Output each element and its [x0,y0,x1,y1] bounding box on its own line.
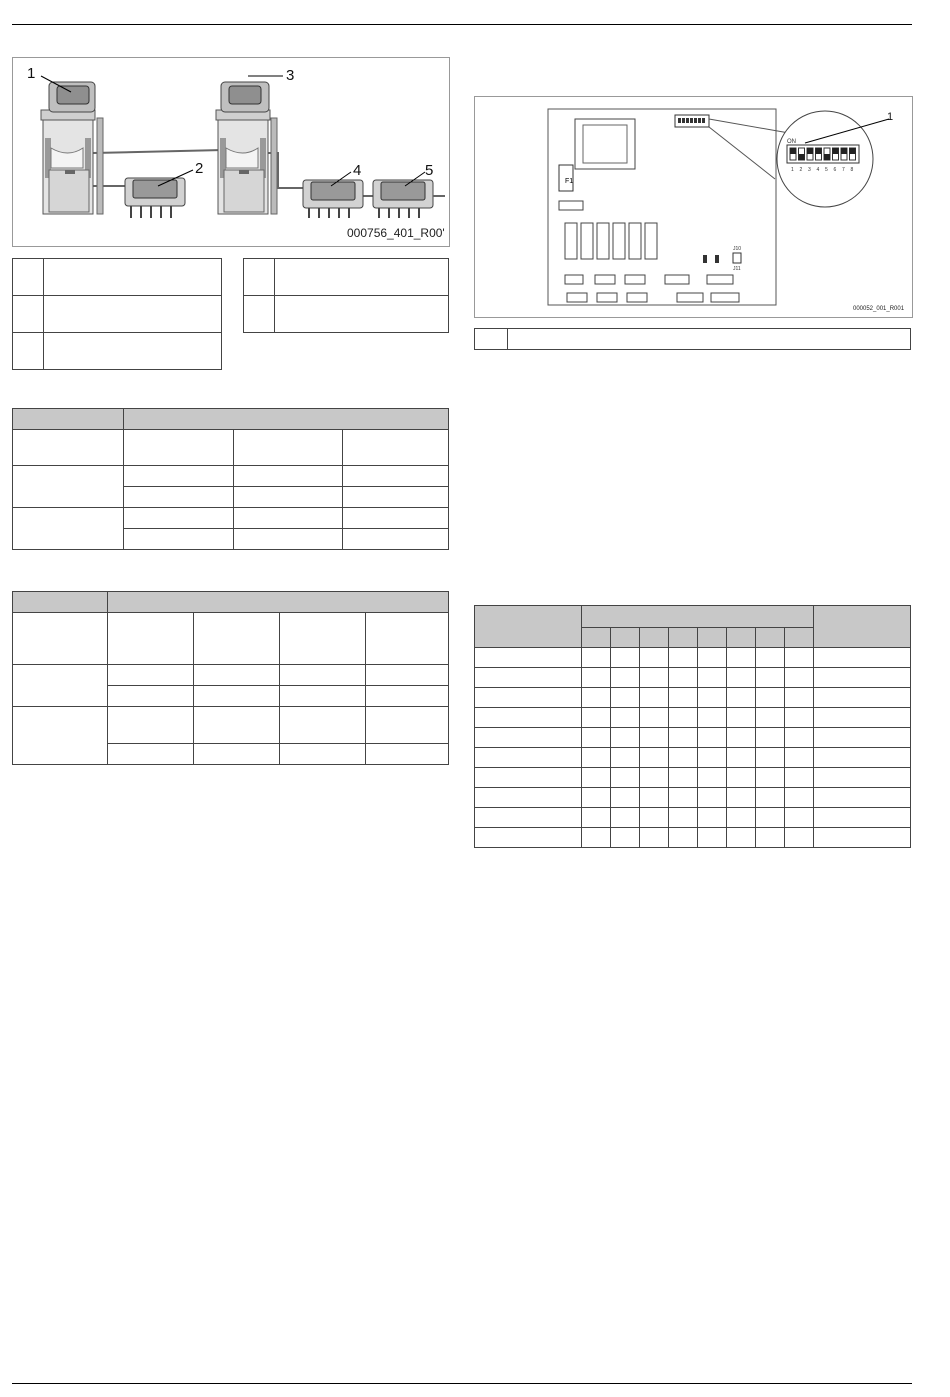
table-cell [669,668,698,688]
dip-switch-knob-1 [790,148,796,154]
table-cell [727,828,756,848]
jumper-j10-label: J10 [733,246,742,252]
table-cell [475,728,582,748]
table-cell [814,688,911,708]
controller-unit-1 [41,82,103,214]
table-cell [640,788,669,808]
table-cell [814,708,911,728]
table-cell [814,788,911,808]
table-cell [814,668,911,688]
table-cell [475,748,582,768]
table-row [475,808,911,828]
table-cell [669,808,698,828]
table-cell [698,668,727,688]
expansion-module-4 [303,180,363,218]
table-cell [814,648,911,668]
callout-5: 5 [425,162,434,179]
table-cell [640,828,669,848]
table-cell [785,768,814,788]
data-table-b [12,591,449,765]
dip-switch-knob-6 [833,148,839,154]
dip-number-3: 3 [808,167,811,173]
table-cell [727,788,756,808]
dip-switch-knob-3 [807,148,813,154]
controller-unit-3 [216,82,277,214]
module-connection-illustration [13,58,449,246]
module-connection-figure [12,57,450,247]
table-cell [756,708,785,728]
table-cell [814,808,911,828]
table-cell [611,668,640,688]
table-row [475,828,911,848]
table-row [475,728,911,748]
table-cell [785,728,814,748]
table-cell [582,808,611,828]
table-cell [756,648,785,668]
table-row [13,466,449,487]
table-cell [475,828,582,848]
callout-3: 3 [286,67,295,84]
table-cell [756,788,785,808]
jumper-j11-label: J11 [733,266,741,272]
table-cell [669,768,698,788]
table-cell [640,728,669,748]
table-cell [669,648,698,668]
table-cell [640,748,669,768]
dip-switch-knob-8 [850,148,856,154]
dip-switch-knob-7 [841,148,847,154]
table-cell [698,748,727,768]
table-row [13,613,449,665]
table-row [475,708,911,728]
table-cell [727,688,756,708]
table-cell [582,748,611,768]
dip-on-label: ON [787,139,796,145]
table-row [13,707,449,744]
table-cell [727,668,756,688]
dip-switch-knob-4 [816,148,822,154]
table-cell [611,728,640,748]
dip-number-7: 7 [842,167,845,173]
table-row [475,788,911,808]
table-cell [756,728,785,748]
top-rule [12,24,912,25]
callout-1: 1 [27,65,36,82]
data-table-a [12,408,449,550]
table-cell [785,708,814,728]
table-header-row [13,409,449,430]
table-cell [582,728,611,748]
legend-table-left-a [12,258,222,370]
table-row [13,665,449,686]
legend-table-right [474,328,911,350]
table-cell [611,828,640,848]
figure-id: 000756_401_R00' [347,226,445,240]
table-cell [727,768,756,788]
table-row [13,430,449,466]
table-cell [785,788,814,808]
fuse-label: F1 [565,178,574,185]
table-cell [475,648,582,668]
table-cell [611,648,640,668]
table-row [475,768,911,788]
table-cell [756,808,785,828]
legend-row [13,259,222,296]
table-cell [814,768,911,788]
table-cell [727,748,756,768]
table-cell [669,788,698,808]
table-cell [785,748,814,768]
table-cell [698,768,727,788]
table-cell [582,768,611,788]
table-cell [698,788,727,808]
table-cell [475,788,582,808]
table-cell [669,748,698,768]
circuit-board-illustration [475,97,912,317]
table-cell [611,688,640,708]
table-cell [640,668,669,688]
circuit-board-figure [474,96,913,318]
table-cell [698,828,727,848]
table-cell [669,828,698,848]
table-cell [698,728,727,748]
dip-switch-knob-5 [824,154,830,160]
table-cell [640,768,669,788]
table-cell [698,808,727,828]
callout-4: 4 [353,162,362,179]
table-header-row [475,606,911,628]
table-cell [785,688,814,708]
table-cell [756,828,785,848]
table-cell [582,788,611,808]
table-cell [785,648,814,668]
table-cell [640,708,669,728]
table-cell [698,688,727,708]
dip-number-5: 5 [825,167,828,173]
table-cell [756,668,785,688]
legend-row [244,259,449,296]
table-header-row [13,592,449,613]
table-cell [582,688,611,708]
table-cell [475,808,582,828]
table-row [475,668,911,688]
table-cell [475,668,582,688]
legend-row [13,333,222,370]
table-cell [611,768,640,788]
callout-1: 1 [887,111,894,123]
table-cell [582,708,611,728]
table-cell [611,788,640,808]
legend-row [475,329,911,350]
legend-table-left-b [243,258,449,333]
table-cell [785,668,814,688]
table-cell [475,768,582,788]
table-cell [669,728,698,748]
dip-number-2: 2 [799,167,803,173]
legend-row [13,296,222,333]
table-row [475,748,911,768]
table-cell [727,808,756,828]
table-cell [727,728,756,748]
table-cell [698,708,727,728]
dip-number-6: 6 [833,167,837,173]
table-cell [582,668,611,688]
dip-number-8: 8 [850,167,854,173]
legend-row [244,296,449,333]
table-cell [698,648,727,668]
dip-number-1: 1 [791,167,794,173]
table-cell [611,748,640,768]
table-row [475,688,911,708]
dip-switch-knob-2 [799,154,805,160]
table-cell [727,648,756,668]
table-cell [582,648,611,668]
table-cell [756,688,785,708]
dip-number-4: 4 [816,167,820,173]
table-cell [727,708,756,728]
table-row [13,508,449,529]
bottom-rule [12,1383,912,1384]
table-cell [814,748,911,768]
expansion-module-2 [125,178,185,218]
table-cell [611,808,640,828]
table-cell [640,648,669,668]
table-cell [640,688,669,708]
callout-2: 2 [195,160,204,177]
table-cell [611,708,640,728]
table-cell [475,688,582,708]
table-cell [669,708,698,728]
table-cell [785,808,814,828]
table-cell [756,748,785,768]
table-cell [475,708,582,728]
table-cell [814,828,911,848]
table-row [475,648,911,668]
table-cell [814,728,911,748]
table-cell [756,768,785,788]
table-cell [785,828,814,848]
dip-settings-table [474,605,911,848]
expansion-module-5 [373,180,445,218]
table-cell [669,688,698,708]
figure-id: 000052_001_R001 [853,306,905,312]
table-cell [582,828,611,848]
table-cell [640,808,669,828]
